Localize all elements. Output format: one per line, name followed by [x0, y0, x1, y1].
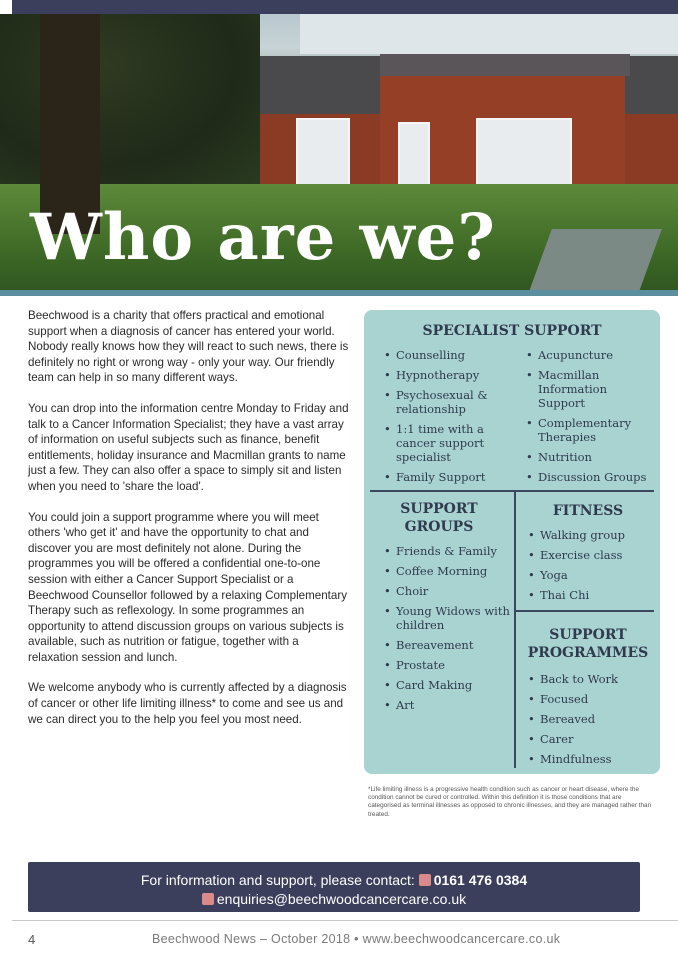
- list-item: • Mindfulness: [526, 752, 654, 766]
- support-groups-title: SUPPORT GROUPS: [400, 501, 478, 535]
- footer-text: Beechwood News – October 2018 • www.beechwoodcancercare.co.uk: [152, 932, 561, 946]
- list-item: • Hypnotherapy: [382, 368, 522, 382]
- list-item: • Art: [382, 698, 510, 712]
- intro-paragraph: You could join a support programme where you will meet others 'who get it' and have the opportunity to chat and discover you are most definitely not alone. During the programmes you will be offered a confidential one-to-one session with either a Cancer Support Specialist or a Beechwood Counsellor followed by a relaxing Complementary Therapy such as reflexology. In some programmes an opportunity to attend discussion groups on various subjects is available, such as nutrition or fatigue, together with a relaxation session and lunch.: [28, 510, 347, 664]
- divider: [514, 610, 654, 612]
- list-item: • Card Making: [382, 678, 510, 692]
- intro-paragraph: We welcome anybody who is currently affected by a diagnosis of cancer or other life limiting illness* to come and see us and we can direct you to the help you feel you most need.: [28, 681, 347, 726]
- contact-email-line: [28, 890, 640, 908]
- building-roof-upper: [380, 54, 630, 76]
- contact-line: [28, 871, 640, 889]
- list-item: • 1:1 time with a cancer support specialist: [382, 422, 522, 464]
- list-item: • Bereavement: [382, 638, 510, 652]
- garden-path: [528, 229, 662, 292]
- list-item: • Macmillan Information Support: [524, 368, 656, 410]
- list-item: • Discussion Groups: [524, 470, 656, 484]
- page-number: 4: [28, 932, 36, 947]
- email-icon: [202, 893, 214, 905]
- list-item: • Young Widows with children: [382, 604, 510, 632]
- contact-banner: [28, 862, 640, 912]
- accent-band: [0, 290, 678, 296]
- contact-phone[interactable]: 0161 476 0384: [433, 872, 528, 888]
- contact-email[interactable]: enquiries@beechwoodcancercare.co.uk: [216, 891, 467, 907]
- footnote: *Life limiting illness is a progressive health condition such as cancer or heart disease, where the condition cannot be cured or controlled. Within this definition it is those conditions that are categorised as terminal illnesses as opposed to chronic illnesses, and they are managed rather than treated.: [368, 786, 652, 818]
- list-item: • Exercise class: [526, 548, 654, 562]
- list-item: • Coffee Morning: [382, 564, 510, 578]
- specialist-support-title: SPECIALIST SUPPORT: [422, 323, 602, 339]
- fitness-list: [526, 528, 654, 608]
- specialist-list-left: [382, 348, 522, 490]
- phone-icon: [419, 874, 431, 886]
- list-item: • Choir: [382, 584, 510, 598]
- list-item: • Friends & Family: [382, 544, 510, 558]
- specialist-list-right: [524, 348, 656, 490]
- page-title: Who are we?: [30, 200, 496, 275]
- list-item: • Bereaved: [526, 712, 654, 726]
- hero-image: [0, 14, 678, 292]
- list-item: • Yoga: [526, 568, 654, 582]
- list-item: • Counselling: [382, 348, 522, 362]
- intro-paragraph: You can drop into the information centre Monday to Friday and talk to a Cancer Information Specialist; they have a vast array of information on useful subjects such as finance, benefit entitlements, holiday insurance and Macmillan grants to name just a few. They can also offer a space to simply sit and listen when you need to 'share the load'.: [28, 401, 349, 493]
- list-item: • Nutrition: [524, 450, 656, 464]
- list-item: • Psychosexual & relationship: [382, 388, 522, 416]
- list-item: • Walking group: [526, 528, 654, 542]
- support-programmes-title: SUPPORT PROGRAMMES: [527, 627, 649, 661]
- list-item: • Complementary Therapies: [524, 416, 656, 444]
- tree-canopy: [0, 14, 260, 184]
- support-groups-list: [382, 544, 510, 718]
- list-item: • Focused: [526, 692, 654, 706]
- divider: [370, 490, 654, 492]
- list-item: • Carer: [526, 732, 654, 746]
- intro-text: [28, 308, 350, 742]
- services-panel: [364, 310, 660, 774]
- list-item: • Prostate: [382, 658, 510, 672]
- support-programmes-list: [526, 672, 654, 772]
- sky: [300, 14, 678, 54]
- list-item: • Family Support: [382, 470, 522, 484]
- contact-label: For information and support, please contact:: [140, 872, 415, 888]
- intro-paragraph: Beechwood is a charity that offers practical and emotional support when a diagnosis of cancer has entered your world. Nobody really knows how they will react to such news, there is definitely no right or wrong way - only your way. Our friendly team can help in so many different ways.: [28, 309, 349, 385]
- list-item: • Back to Work: [526, 672, 654, 686]
- fitness-title: FITNESS: [552, 503, 624, 519]
- list-item: • Thai Chi: [526, 588, 654, 602]
- list-item: • Acupuncture: [524, 348, 656, 362]
- top-bar: [12, 0, 678, 14]
